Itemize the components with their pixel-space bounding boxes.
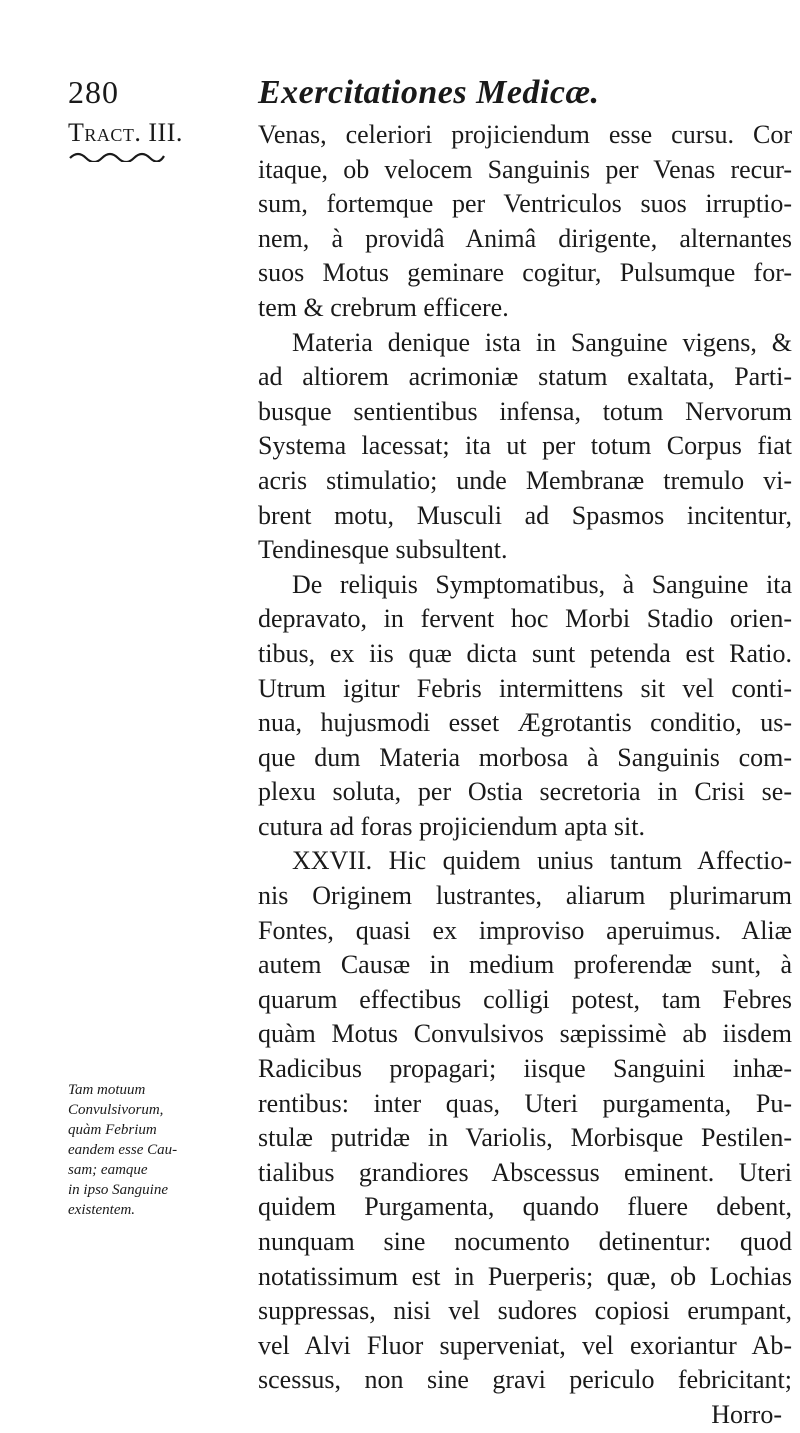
- text-line: autem Causæ in medium proferendæ sunt, à: [258, 950, 792, 980]
- catchword-line: [258, 1398, 792, 1433]
- text-line: cutura ad foras projiciendum apta sit.: [258, 811, 645, 841]
- text-line: quarum effectibus colligi potest, tam Febres: [258, 984, 792, 1014]
- text-line: suos Motus geminare cogitur, Pulsumque for-: [258, 258, 792, 288]
- margin-note-line: Convulsivorum,: [68, 1102, 164, 1118]
- catchword: Horro-: [711, 1399, 782, 1429]
- text-line: plexu soluta, per Ostia secretoria in Crisi se-: [258, 777, 792, 807]
- text-line: quidem Purgamenta, quando fluere debent,: [258, 1192, 792, 1222]
- text-line: Venas, celeriori projiciendum esse cursu. Cor: [258, 120, 792, 149]
- text-line: Systema lacessat; ita ut per totum Corpus fiat: [258, 431, 792, 461]
- text-line: nis Originem lustrantes, aliarum plurimarum: [258, 881, 792, 911]
- margin-note-line: sam; eamque: [68, 1162, 148, 1178]
- margin-note-line: eandem esse Cau-: [68, 1142, 178, 1158]
- text-line: stulæ putridæ in Variolis, Morbisque Pestilen-: [258, 1123, 792, 1153]
- margin-note: [68, 1080, 248, 1220]
- text-line: tibus, ex iis quæ dicta sunt petenda est Ratio.: [258, 638, 792, 668]
- text-line: que dum Materia morbosa à Sanguinis com-: [258, 742, 792, 772]
- text-line: scessus, non sine gravi periculo febricitant;: [258, 1365, 792, 1395]
- margin-note-line: Tam motuum: [68, 1082, 146, 1098]
- text-line: brent motu, Musculi ad Spasmos incitentur,: [258, 500, 792, 530]
- text-line: notatissimum est in Puerperis; quæ, ob Lochias: [258, 1261, 792, 1291]
- text-line: rentibus: inter quas, Uteri purgamenta, Pu-: [258, 1088, 792, 1118]
- margin-note-line: in ipso Sanguine: [68, 1182, 168, 1198]
- text-line: quàm Motus Convulsivos sæpissimè ab iisdem: [258, 1019, 792, 1049]
- text-line: busque sentientibus infensa, totum Nervorum: [258, 396, 792, 426]
- text-line: Radicibus propagari; iisque Sanguini inhæ-: [258, 1054, 792, 1084]
- text-line: Utrum igitur Febris intermittens sit vel conti-: [258, 673, 792, 703]
- text-line: tialibus grandiores Abscessus eminent. Uteri: [258, 1157, 792, 1187]
- text-line: De reliquis Symptomatibus, à Sanguine ita: [292, 569, 792, 599]
- text-line: tem & crebrum efficere.: [258, 292, 509, 322]
- text-line: acris stimulatio; unde Membranæ tremulo vi-: [258, 465, 792, 495]
- text-line: suppressas, nisi vel sudores copiosi erumpant,: [258, 1296, 792, 1326]
- tract-label: Tract. III.: [68, 118, 183, 147]
- text-line: Tendinesque subsultent.: [258, 535, 508, 565]
- text-line: Materia denique ista in Sanguine vigens, &: [292, 327, 792, 357]
- text-line: sum, fortemque per Ventriculos suos irruptio-: [258, 189, 792, 219]
- margin-note-line: existentem.: [68, 1202, 136, 1218]
- text-line: Fontes, quasi ex improviso aperuimus. Aliæ: [258, 915, 792, 945]
- page-header: [68, 74, 768, 114]
- text-line: itaque, ob velocem Sanguinis per Venas recur-: [258, 154, 792, 184]
- text-line: depravato, in fervent hoc Morbi Stadio orien-: [258, 604, 792, 634]
- ornament-flourish: [68, 150, 166, 162]
- page-number: 280: [68, 74, 119, 110]
- running-head: Exercitationes Medicæ.: [258, 74, 600, 111]
- text-line: ad altiorem acrimoniæ statum exaltata, Parti-: [258, 362, 792, 392]
- text-line: XXVII. Hic quidem unius tantum Affectio-: [292, 846, 792, 876]
- main-text-column: [258, 118, 792, 1433]
- text-line: nua, hujusmodi esset Ægrotantis conditio, us-: [258, 708, 792, 738]
- margin-note-line: quàm Febrium: [68, 1122, 157, 1138]
- text-line: vel Alvi Fluor superveniat, vel exoriantur Ab-: [258, 1330, 792, 1360]
- text-line: nunquam sine nocumento detinentur: quod: [258, 1227, 792, 1256]
- text-line: nem, à providâ Animâ dirigente, alternantes: [258, 223, 792, 253]
